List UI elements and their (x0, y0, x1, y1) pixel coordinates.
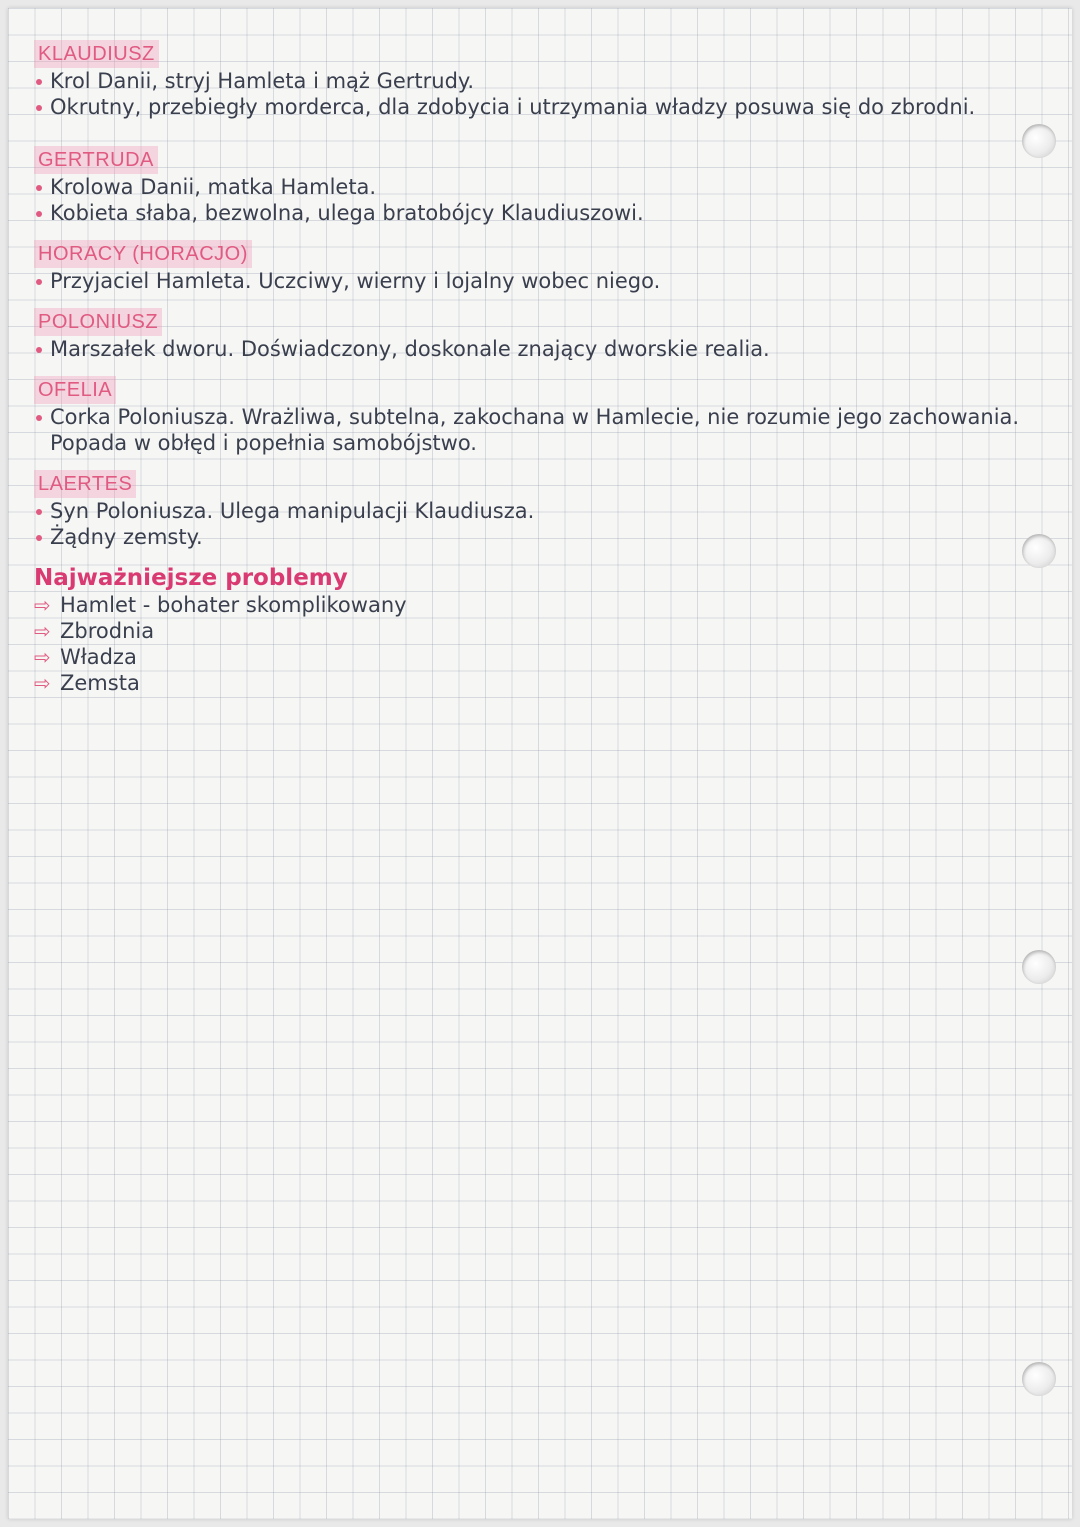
note-line: Kobieta słaba, bezwolna, ulega bratobójcy Klaudiuszowi. (34, 200, 1074, 226)
section-heading: LAERTES (34, 470, 136, 498)
arrow-right-icon: ⇨ (34, 619, 51, 643)
section-lines (34, 404, 1074, 456)
note-line: Corka Poloniusza. Wrażliwa, subtelna, zakochana w Hamlecie, nie rozumie jego zachowania. Popada w obłęd i popełnia samobójstwo. (34, 404, 1074, 456)
binder-hole-3 (1022, 950, 1056, 984)
notes-content (34, 34, 1074, 710)
problem-item (34, 618, 1074, 644)
grid-paper-sheet (8, 8, 1072, 1519)
problem-item (34, 670, 1074, 696)
problem-label: Władza (60, 645, 137, 669)
arrow-right-icon: ⇨ (34, 671, 51, 695)
section-heading: KLAUDIUSZ (34, 40, 159, 68)
section-problems (34, 564, 1074, 696)
problems-list (34, 592, 1074, 696)
section-heading: HORACY (HORACJO) (34, 240, 252, 268)
note-line: Przyjaciel Hamleta. Uczciwy, wierny i lojalny wobec niego. (34, 268, 1074, 294)
section-lines (34, 336, 1074, 362)
section-heading: GERTRUDA (34, 146, 158, 174)
problem-label: Hamlet - bohater skomplikowany (60, 593, 407, 617)
arrow-right-icon: ⇨ (34, 645, 51, 669)
problem-item (34, 644, 1074, 670)
problems-title: Najważniejsze problemy (34, 565, 348, 591)
problem-label: Zemsta (60, 671, 140, 695)
note-line: Krol Danii, stryj Hamleta i mąż Gertrudy. (34, 68, 1074, 94)
section-heading: OFELIA (34, 376, 116, 404)
section-laertes (34, 470, 1074, 550)
section-poloniusz (34, 308, 1074, 362)
section-lines (34, 268, 1074, 294)
problem-label: Zbrodnia (60, 619, 155, 643)
note-line: Syn Poloniusza. Ulega manipulacji Klaudiusza. (34, 498, 1074, 524)
note-line: Krolowa Danii, matka Hamleta. (34, 174, 1074, 200)
section-ofelia (34, 376, 1074, 456)
note-line: Okrutny, przebiegły morderca, dla zdobycia i utrzymania władzy posuwa się do zbrodni. (34, 94, 1074, 120)
section-lines (34, 174, 1074, 226)
section-lines (34, 498, 1074, 550)
section-klaudiusz (34, 40, 1074, 120)
section-horacy (34, 240, 1074, 294)
section-lines (34, 68, 1074, 120)
note-line: Żądny zemsty. (34, 524, 1074, 550)
section-gertruda (34, 146, 1074, 226)
note-line: Marszałek dworu. Doświadczony, doskonale znający dworskie realia. (34, 336, 1074, 362)
problem-item (34, 592, 1074, 618)
arrow-right-icon: ⇨ (34, 593, 51, 617)
binder-hole-4 (1022, 1362, 1056, 1396)
section-heading: POLONIUSZ (34, 308, 162, 336)
